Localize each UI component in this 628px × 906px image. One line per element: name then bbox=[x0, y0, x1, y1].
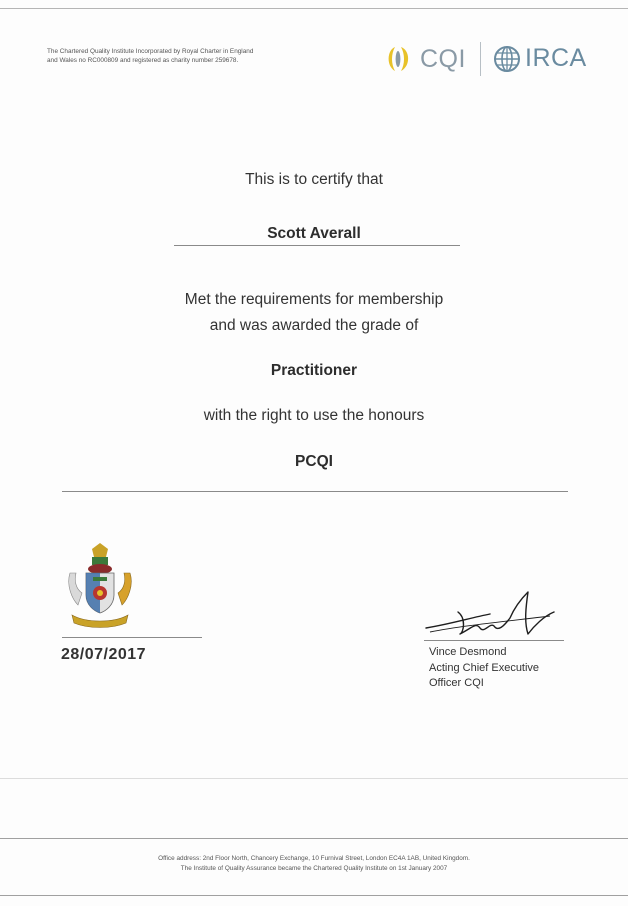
cqi-logo-text: CQI bbox=[420, 44, 466, 73]
membership-statement-line-2: and was awarded the grade of bbox=[209, 317, 419, 334]
body-divider-rule bbox=[62, 491, 568, 492]
membership-grade: Practitioner bbox=[270, 362, 358, 379]
coat-of-arms-icon bbox=[62, 543, 138, 631]
globe-icon bbox=[493, 45, 521, 73]
legal-line-2: and Wales no RC000809 and registered as charity number 259678. bbox=[47, 57, 239, 64]
recipient-name: Scott Averall bbox=[267, 225, 361, 242]
logo-group bbox=[383, 42, 598, 76]
signature-icon bbox=[420, 588, 560, 640]
footer bbox=[0, 854, 628, 873]
footer-history-note: The Institute of Quality Assurance became the Chartered Quality Institute on 1st January 2007 bbox=[180, 864, 448, 872]
irca-logo bbox=[493, 44, 587, 73]
signatory-title-line-1: Acting Chief Executive bbox=[429, 661, 540, 674]
footer-bottom-rule bbox=[0, 895, 628, 896]
irca-logo-text: IRCA bbox=[525, 44, 587, 72]
signature-line bbox=[424, 640, 564, 641]
signatory-title-line-2: Officer CQI bbox=[429, 677, 484, 689]
signatory-block bbox=[429, 645, 539, 692]
honours-designation: PCQI bbox=[295, 453, 333, 470]
legal-line-1: The Chartered Quality Institute Incorporated by Royal Charter in England bbox=[47, 48, 254, 55]
top-border-rule bbox=[0, 8, 628, 9]
issue-date: 28/07/2017 bbox=[61, 646, 147, 663]
lower-faint-rule bbox=[0, 778, 628, 779]
logo-divider bbox=[480, 42, 481, 76]
footer-address: Office address: 2nd Floor North, Chancery Exchange, 10 Furnival Street, London EC4A 1AB, United Kingdom. bbox=[158, 855, 470, 862]
certify-intro: This is to certify that bbox=[245, 171, 383, 188]
signatory-name: Vince Desmond bbox=[429, 646, 507, 658]
recipient-name-underline bbox=[174, 245, 460, 246]
honours-intro: with the right to use the honours bbox=[203, 407, 425, 424]
date-line bbox=[62, 637, 202, 638]
footer-top-rule bbox=[0, 838, 628, 839]
membership-statement-line-1: Met the requirements for membership bbox=[184, 291, 444, 308]
cqi-logo bbox=[383, 44, 466, 74]
legal-header bbox=[47, 47, 307, 65]
cqi-mark-icon bbox=[383, 44, 417, 74]
